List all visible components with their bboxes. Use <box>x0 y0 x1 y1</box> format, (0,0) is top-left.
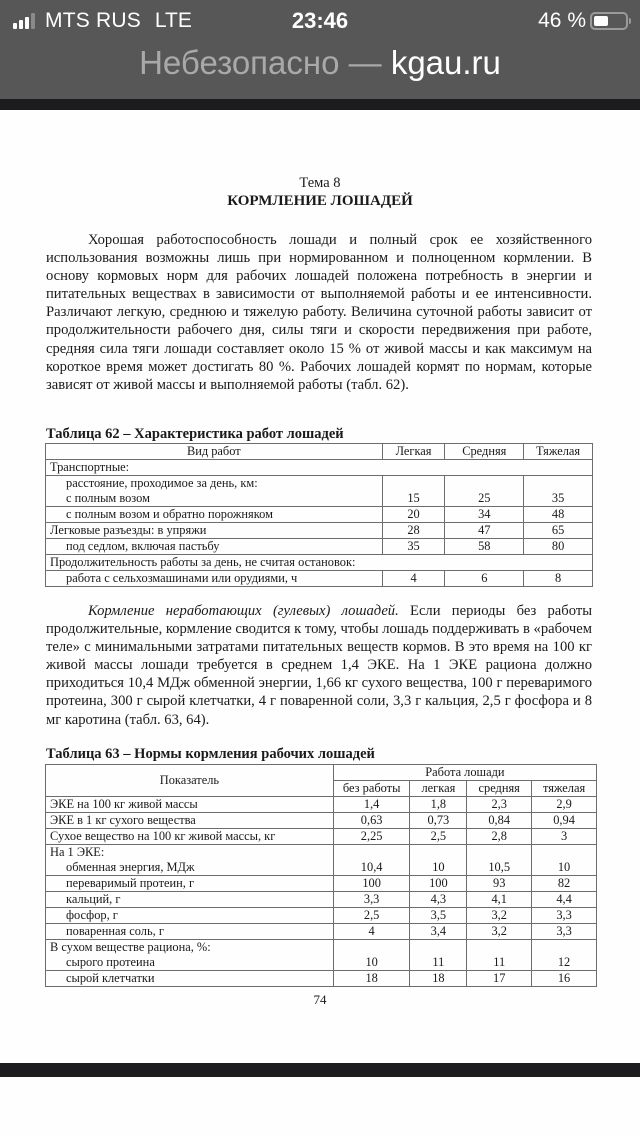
table-row <box>46 539 593 555</box>
cell-value: 35 <box>382 539 445 555</box>
table-section-row <box>46 555 593 571</box>
cell-value: 1,8 <box>410 797 467 813</box>
cell-value: 17 <box>467 971 532 987</box>
cell-value: 100 <box>410 876 467 892</box>
column-header: легкая <box>410 781 467 797</box>
cell-value: 10,5 <box>467 845 532 876</box>
cell-value: 93 <box>467 876 532 892</box>
section-label: В сухом веществе рациона, %: <box>50 940 211 954</box>
cell-value: 4 <box>382 571 445 587</box>
url-domain: kgau.ru <box>390 44 501 81</box>
paragraph-idle-horses <box>46 602 592 729</box>
row-label: Легковые разъезды: в упряжи <box>46 523 383 539</box>
column-header: тяжелая <box>532 781 597 797</box>
status-time: 23:46 <box>291 8 349 33</box>
table-row <box>46 476 593 507</box>
cell-value: 16 <box>532 971 597 987</box>
paragraph-italic-lead: Кормление неработающих (гулевых) лошадей. <box>88 603 399 619</box>
cell-value: 82 <box>532 876 597 892</box>
cell-value: 0,94 <box>532 813 597 829</box>
cell-value: 18 <box>333 971 410 987</box>
table-row <box>46 940 597 971</box>
table-row <box>46 813 597 829</box>
paragraph-idle-text: Если периоды без работы продолжительные, кормление сводится к тому, чтобы лошадь поддерживать в «рабочем теле» с минимальными затратами питательных веществ кормов. В это время на 100 кг живой массы лошади требуется в среднем 1,4 ЭКЕ. На 1 ЭКЕ рациона должно приходиться 10,4 МДж обменной энергии, 1,66 кг сухого вещества, 100 г переваримого протеина, 300 г сырой клетчатки, 4 г поваренной соли, 3,3 г кальция, 2,5 г фосфора и 8 мг каротина (табл. 63, 64). <box>46 603 593 728</box>
paragraph-intro-text: Хорошая работоспособность лошади и полный срок ее хозяйственного использования возможны лишь при нормированном и полноценном кормлении. В основу кормовых норм для рабочих лошадей положена потребность в энергии и питательных веществах в зависимости от выполняемой работы и ее интенсивности. Различают легкую, среднюю и тяжелую работу. Величина суточной работы зависит от продолжительности рабочего дня, силы тяги и скорости передвижения при работе, средняя сила тяги лошади составляет около 15 % от живой массы и как максимум на короткое время может достигать 80 %. Рабочих лошадей кормят по нормам, которые зависят от живой массы и выполняемой работы (табл. 62). <box>46 232 592 393</box>
row-label: Сухое вещество на 100 кг живой массы, кг <box>46 829 334 845</box>
row-label-text: сырого протеина <box>66 955 155 969</box>
table-row <box>46 797 597 813</box>
cell-value: 2,3 <box>467 797 532 813</box>
cell-value: 4,3 <box>410 892 467 908</box>
battery-percent: 46 % <box>538 9 586 32</box>
cell-value: 3,2 <box>467 908 532 924</box>
table-header-row <box>46 765 597 781</box>
cell-value: 8 <box>524 571 593 587</box>
cell-value: 15 <box>382 476 445 507</box>
cell-value: 4,4 <box>532 892 597 908</box>
table-row <box>46 908 597 924</box>
cell-value: 35 <box>524 476 593 507</box>
cell-value: 20 <box>382 507 445 523</box>
table-row <box>46 876 597 892</box>
row-label <box>46 845 334 876</box>
cell-value: 3,3 <box>532 908 597 924</box>
status-bar-right <box>538 8 628 34</box>
table-section-row <box>46 460 593 476</box>
column-header: Показатель <box>46 765 334 797</box>
cell-value: 100 <box>333 876 410 892</box>
cell-value: 2,8 <box>467 829 532 845</box>
cell-value: 11 <box>410 940 467 971</box>
table62-caption: Таблица 62 – Характеристика работ лошадей <box>46 426 344 442</box>
row-label: под седлом, включая пастьбу <box>46 539 383 555</box>
table-row <box>46 892 597 908</box>
paragraph-intro <box>46 231 592 394</box>
page-number: 74 <box>313 992 327 1007</box>
row-label <box>46 940 334 971</box>
table63-top-rows <box>46 797 597 845</box>
viewer-bottom-border <box>0 1063 640 1077</box>
row-label: ЭКЕ на 100 кг живой массы <box>46 797 334 813</box>
row-label: переваримый протеин, г <box>46 876 334 892</box>
table63-caption: Таблица 63 – Нормы кормления рабочих лошадей <box>46 746 375 762</box>
cell-value: 12 <box>532 940 597 971</box>
table-row <box>46 507 593 523</box>
column-header: Легкая <box>382 444 445 460</box>
row-sublabel: расстояние, проходимое за день, км: <box>66 476 258 490</box>
cell-value: 0,84 <box>467 813 532 829</box>
table-row <box>46 971 597 987</box>
carrier-name: MTS RUS <box>45 9 141 32</box>
row-label <box>46 476 383 507</box>
cell-value: 3,3 <box>532 924 597 940</box>
cell-value: 80 <box>524 539 593 555</box>
cell-value: 28 <box>382 523 445 539</box>
row-label: сырой клетчатки <box>46 971 334 987</box>
row-label-text: обменная энергия, МДж <box>66 860 195 874</box>
row-label-text: с полным возом <box>66 491 150 505</box>
table-header-row <box>46 444 593 460</box>
url-bar[interactable] <box>0 42 640 84</box>
url-separator: — <box>348 44 382 81</box>
cell-value: 10,4 <box>333 845 410 876</box>
security-status: Небезопасно <box>139 44 340 81</box>
cell-value: 4,1 <box>467 892 532 908</box>
cell-value: 10 <box>532 845 597 876</box>
cell-value: 3 <box>532 829 597 845</box>
table-row <box>46 829 597 845</box>
column-header: Тяжелая <box>524 444 593 460</box>
page-title: КОРМЛЕНИЕ ЛОШАДЕЙ <box>227 193 413 209</box>
battery-icon <box>590 12 628 30</box>
cell-value: 2,25 <box>333 829 410 845</box>
cell-value: 34 <box>445 507 524 523</box>
column-header: Вид работ <box>46 444 383 460</box>
cell-value: 2,5 <box>410 829 467 845</box>
cell-value: 0,63 <box>333 813 410 829</box>
section-label: Транспортные: <box>46 460 593 476</box>
cell-value: 0,73 <box>410 813 467 829</box>
cell-value: 3,3 <box>333 892 410 908</box>
cell-value: 10 <box>333 940 410 971</box>
document-page <box>0 110 640 1063</box>
column-group-header: Работа лошади <box>333 765 596 781</box>
cell-value: 18 <box>410 971 467 987</box>
table-row <box>46 924 597 940</box>
table-row <box>46 571 593 587</box>
cell-value: 25 <box>445 476 524 507</box>
cell-value: 11 <box>467 940 532 971</box>
section-label: На 1 ЭКЕ: <box>50 845 105 859</box>
battery-level-fill <box>594 16 608 26</box>
cell-value: 3,5 <box>410 908 467 924</box>
table-row <box>46 845 597 876</box>
network-type: LTE <box>154 9 192 32</box>
cell-value: 6 <box>445 571 524 587</box>
row-label: кальций, г <box>46 892 334 908</box>
column-header: средняя <box>467 781 532 797</box>
cell-value: 3,2 <box>467 924 532 940</box>
table62-work-characteristics <box>45 443 593 587</box>
viewer-top-border <box>0 99 640 110</box>
cell-value: 2,5 <box>333 908 410 924</box>
cell-value: 2,9 <box>532 797 597 813</box>
row-label: поваренная соль, г <box>46 924 334 940</box>
section-label: Продолжительность работы за день, не считая остановок: <box>46 555 593 571</box>
cell-value: 10 <box>410 845 467 876</box>
cell-value: 65 <box>524 523 593 539</box>
column-header: Средняя <box>445 444 524 460</box>
row-label: работа с сельхозмашинами или орудиями, ч <box>46 571 383 587</box>
row-label: ЭКЕ в 1 кг сухого вещества <box>46 813 334 829</box>
browser-top-bar <box>0 0 640 99</box>
table63-per-eke-rows <box>46 876 597 940</box>
cell-value: 4 <box>333 924 410 940</box>
row-label: фосфор, г <box>46 908 334 924</box>
cell-value: 1,4 <box>333 797 410 813</box>
table-row <box>46 523 593 539</box>
column-header: без работы <box>333 781 410 797</box>
row-label: с полным возом и обратно порожняком <box>46 507 383 523</box>
cell-value: 58 <box>445 539 524 555</box>
topic-label: Тема 8 <box>299 175 341 191</box>
table63-feeding-norms <box>45 764 597 987</box>
cell-value: 48 <box>524 507 593 523</box>
cell-value: 47 <box>445 523 524 539</box>
cell-value: 3,4 <box>410 924 467 940</box>
